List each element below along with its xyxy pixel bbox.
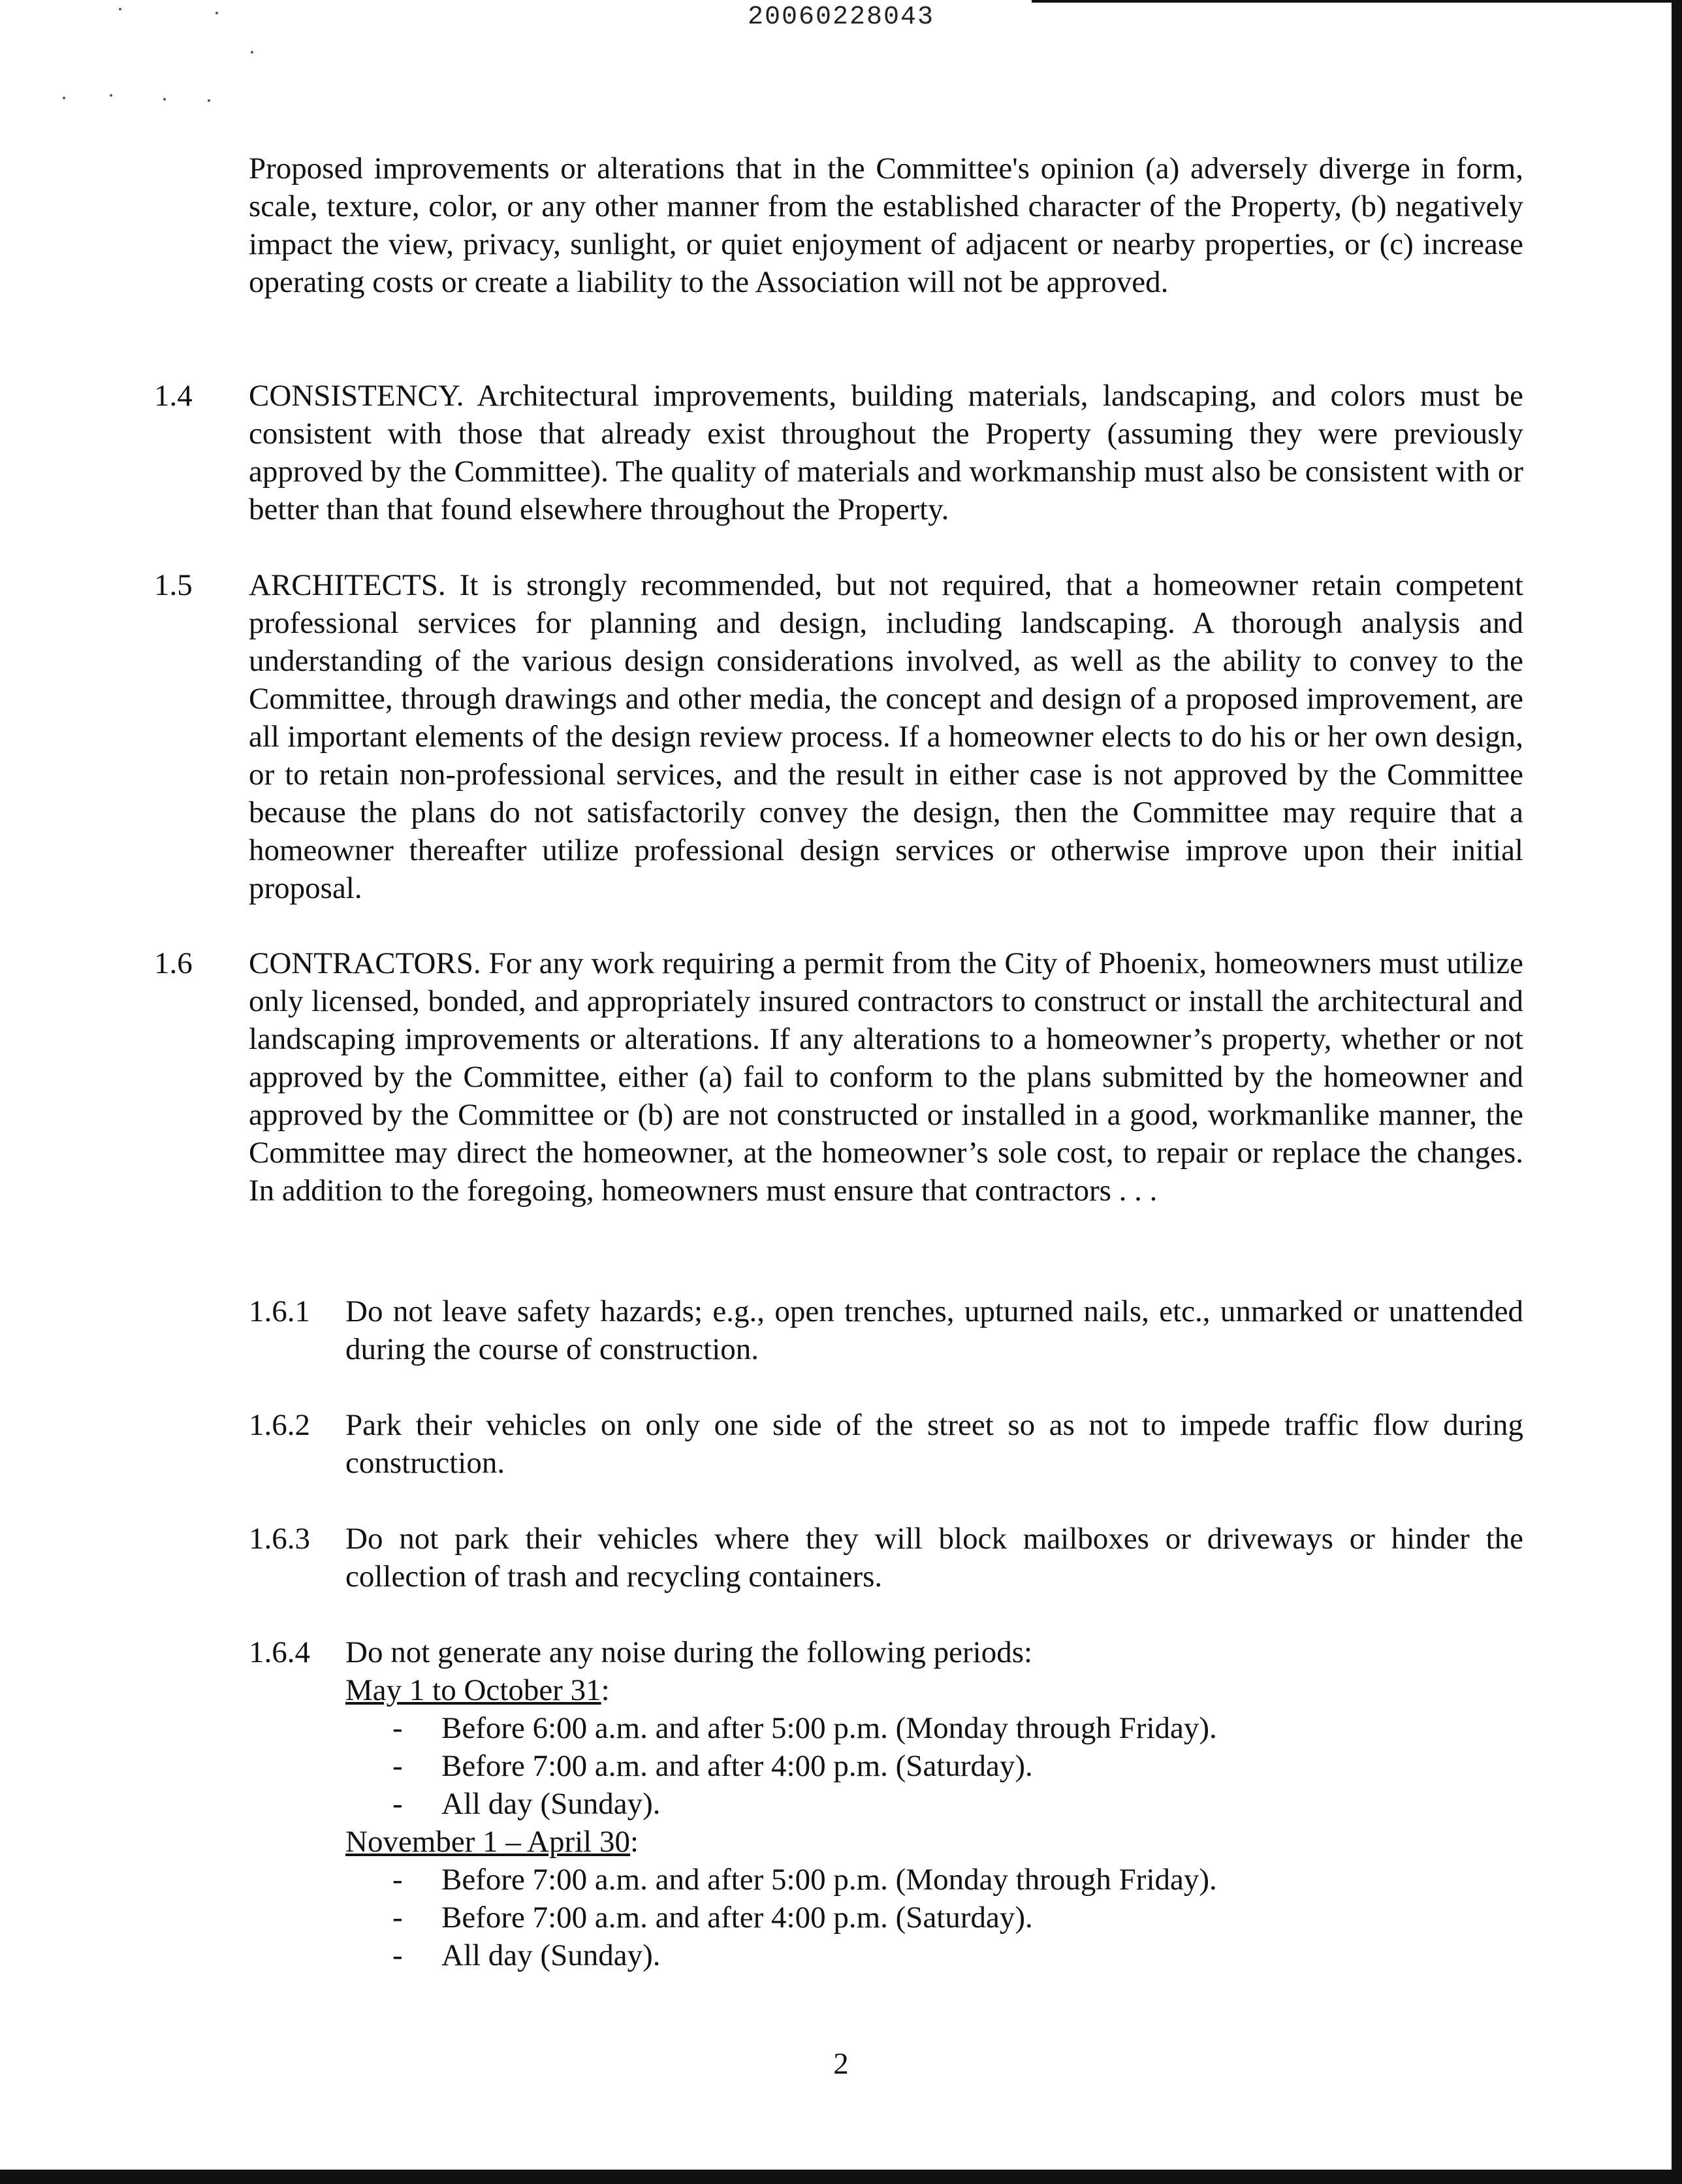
document-number: 20060228043: [747, 3, 935, 32]
section-consistency: CONSISTENCY. Architectural improvements, building materials, landscaping, and colors must be consistent with those that already exist throughout the Property (assuming they were previously approved by the Committee). The quality of materials and workmanship must also be consistent with or better than that found elsewhere throughout the Property.: [249, 379, 1523, 526]
list-item: [392, 1936, 1523, 1974]
list-item: [392, 1709, 1523, 1747]
list-dash: -: [392, 1787, 403, 1821]
list-item: [392, 1899, 1523, 1936]
list-item-text: Before 6:00 a.m. and after 5:00 p.m. (Monday through Friday).: [441, 1711, 1217, 1745]
page-number: 2: [833, 2047, 849, 2081]
list-dash: -: [392, 1901, 403, 1935]
subsection-mailboxes: Do not park their vehicles where they will block mailboxes or driveways or hinder the collection of trash and recycling containers.: [345, 1522, 1523, 1594]
period-list: [345, 1861, 1523, 1974]
period-heading-colon: :: [630, 1825, 639, 1859]
noise-intro: Do not generate any noise during the following periods:: [345, 1635, 1033, 1669]
list-item: [392, 1861, 1523, 1899]
scan-speck: [110, 94, 112, 97]
section-contractors: CONTRACTORS. For any work requiring a permit from the City of Phoenix, homeowners must utilize only licensed, bonded, and appropriately insured contractors to construct or install the architectural and landscaping improvements or alterations. If any alterations to a homeowner’s property, whether or not approved by the Committee, either (a) fail to conform to the plans submitted by the homeowner and approved by the Committee or (b) are not constructed or installed in a good, workmanlike manner, the Committee may direct the homeowner, at the homeowner’s sole cost, to repair or replace the changes. In addition to the foregoing, homeowners must ensure that contractors . . .: [249, 946, 1523, 1208]
period-heading-text: May 1 to October 31: [345, 1673, 601, 1707]
intro-paragraph: Proposed improvements or alterations that in the Committee's opinion (a) adversely diverge in form, scale, texture, color, or any other manner from the established character of the Property, (b) negatively impact the view, privacy, sunlight, or quiet enjoyment of adjacent or nearby properties, or (c) increase operating costs or create a liability to the Association will not be approved.: [249, 152, 1523, 299]
list-dash: -: [392, 1711, 403, 1745]
scan-right-edge: [1672, 0, 1682, 2184]
subsection-number: 1.6.3: [249, 1522, 310, 1556]
period-list: [345, 1709, 1523, 1823]
subsection-number: 1.6.1: [249, 1294, 310, 1328]
scan-speck: [163, 98, 166, 101]
list-dash: -: [392, 1863, 403, 1897]
section-architects: ARCHITECTS. It is strongly recommended, but not required, that a homeowner retain competent professional services for planning and design, including landscaping. A thorough analysis and understanding of the various design considerations involved, as well as the ability to convey to the Committee, through drawings and other media, the concept and design of a proposed improvement, are all important elements of the design review process. If a homeowner elects to do his or her own design, or to retain non-professional services, and the result in either case is not approved by the Committee because the plans do not satisfactorily convey the design, then the Committee may require that a homeowner thereafter utilize professional design services or otherwise improve upon their initial proposal.: [249, 568, 1523, 905]
scan-speck: [251, 51, 253, 54]
period-heading: [345, 1671, 1523, 1709]
list-item-text: Before 7:00 a.m. and after 5:00 p.m. (Monday through Friday).: [441, 1863, 1217, 1897]
period-heading-text: November 1 – April 30: [345, 1825, 630, 1859]
list-item: [392, 1747, 1523, 1785]
scan-speck: [63, 97, 65, 99]
subsection-noise: [345, 1633, 1523, 1974]
subsection-parking-side: Park their vehicles on only one side of the street so as not to impede traffic flow during construction.: [345, 1408, 1523, 1480]
list-dash: -: [392, 1749, 403, 1783]
list-item-text: All day (Sunday).: [441, 1787, 661, 1821]
subsection-number: 1.6.2: [249, 1408, 310, 1442]
subsection-safety-hazards: Do not leave safety hazards; e.g., open trenches, upturned nails, etc., unmarked or unattended during the course of construction.: [345, 1294, 1523, 1366]
scan-speck: [208, 99, 210, 102]
list-dash: -: [392, 1938, 403, 1972]
section-number: 1.4: [154, 379, 193, 413]
list-item-text: Before 7:00 a.m. and after 4:00 p.m. (Saturday).: [441, 1901, 1033, 1935]
subsection-number: 1.6.4: [249, 1635, 310, 1669]
period-heading-colon: :: [601, 1673, 610, 1707]
scan-bottom-edge: [0, 2170, 1682, 2184]
section-number: 1.5: [154, 568, 193, 602]
period-heading: [345, 1823, 1523, 1861]
list-item-text: All day (Sunday).: [441, 1938, 661, 1972]
section-number: 1.6: [154, 946, 193, 980]
list-item-text: Before 7:00 a.m. and after 4:00 p.m. (Saturday).: [441, 1749, 1033, 1783]
list-item: [392, 1785, 1523, 1823]
